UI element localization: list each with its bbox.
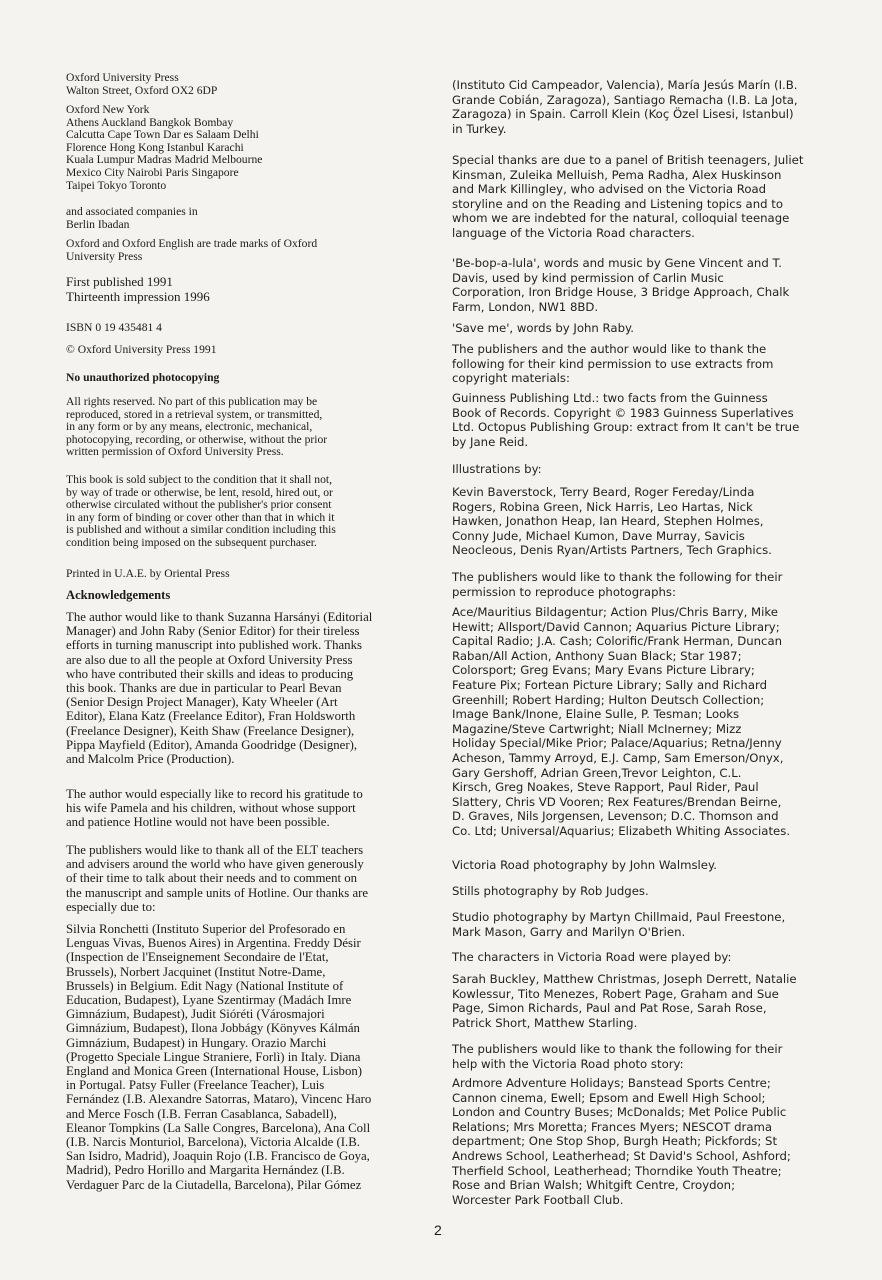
right-paragraph-8: Kevin Baverstock, Terry Beard, Roger Fereday/Linda Rogers, Robina Green, Nick Harris, Leo Hartas, Nick Hawken, Jonathon Heap, Ian Heard, Stephen Holmes, Conny Jude, Michael Kumon, Dave Murray, Savicis Neocleous, Denis Ryan/Artists Partners, Tech Graphics.: [452, 485, 772, 558]
no-photocopying: No unauthorized photocopying: [66, 371, 220, 384]
isbn: ISBN 0 19 435481 4: [66, 321, 162, 334]
ack-paragraph-3: The publishers would like to thank all of the ELT teachers and advisers around the world who have given generously of their time to talk about their needs and to comment on the manuscript and sample units of Hotline. Our thanks are especially due to:: [66, 843, 369, 914]
sale-condition: This book is sold subject to the condition that it shall not, by way of trade or otherwise, be lent, resold, hired out, or otherwise circulated without the publisher's prior consent in any form of binding or cover other than that in which it is published and without a similar condition including this condition being imposed on the subsequent purchaser.: [66, 473, 336, 549]
right-paragraph-3: 'Be-bop-a-lula', words and music by Gene Vincent and T. Davis, used by kind permission of Carlin Music Corporation, Iron Bridge House, 3 Bridge Approach, Chalk Farm, London, NW1 8BD.: [452, 256, 790, 314]
right-paragraph-9: The publishers would like to thank the following for their permission to reproduce photographs:: [452, 570, 783, 599]
copyright-notice: © Oxford University Press 1991: [66, 343, 217, 356]
right-paragraph-4: 'Save me', words by John Raby.: [452, 321, 634, 335]
right-paragraph-14: The characters in Victoria Road were played by:: [452, 950, 732, 964]
ack-paragraph-2: The author would especially like to record his gratitude to his wife Pamela and his children, without whose support and patience Hotline would not have been possible.: [66, 787, 363, 830]
right-paragraph-11: Victoria Road photography by John Walmsley.: [452, 858, 717, 872]
right-paragraph-5: The publishers and the author would like to thank the following for their kind permission to use extracts from copyright materials:: [452, 342, 774, 386]
rights-reserved: All rights reserved. No part of this publication may be reproduced, stored in a retrieval system, or transmitted, in any form or by any means, electronic, mechanical, photocopying, recording, or otherwise, without the prior written permission of Oxford University Press.: [66, 395, 328, 459]
right-paragraph-15: Sarah Buckley, Matthew Christmas, Joseph Derrett, Natalie Kowlessur, Tito Menezes, Robert Page, Graham and Sue Page, Simon Richards, Paul and Pat Rose, Sarah Rose, Patrick Short, Matthew Starling.: [452, 972, 797, 1030]
associated-companies: and associated companies in Berlin Ibadan: [66, 205, 198, 231]
right-paragraph-6: Guinness Publishing Ltd.: two facts from the Guinness Book of Records. Copyright © 1983 Guinness Superlatives Ltd. Octopus Publishing Group: extract from It can't be true by Jane Reid.: [452, 391, 800, 449]
right-paragraph-7: Illustrations by:: [452, 462, 542, 476]
ack-paragraph-1: The author would like to thank Suzanna Harsányi (Editorial Manager) and John Raby (Senior Editor) for their tireless efforts in turning manuscript into published work. Thanks are also due to all the people at Oxford University Press who have contributed their skills and ideas to producing this book. Thanks are due in particular to Pearl Bevan (Senior Design Project Manager), Katy Wheeler (Art Editor), Elana Katz (Freelance Editor), Fran Holdsworth (Freelance Designer), Keith Shaw (Freelance Designer), Pippa Mayfield (Editor), Amanda Goodridge (Designer), and Malcolm Price (Production).: [66, 610, 373, 767]
right-paragraph-17: Ardmore Adventure Holidays; Banstead Sports Centre; Cannon cinema, Ewell; Epsom and Ewell High School; London and Country Buses; McDonalds; Met Police Public Relations; Mrs Moretta; Frances Myers; NESCOT drama department; One Stop Shop, Burgh Heath; Pickfords; St Andrews School, Leatherhead; St David's School, Ashford; Therfield School, Leatherhead; Thorndike Youth Theatre; Rose and Brian Walsh; Whitgift Centre, Croydon; Worcester Park Football Club.: [452, 1076, 791, 1207]
right-paragraph-2: Special thanks are due to a panel of British teenagers, Juliet Kinsman, Zuleika Melluish, Pema Radha, Alex Huskinson and Mark Killingley, who advised on the Victoria Road storyline and on the Reading and Listening topics and to whom we are indebted for the natural, colloquial teenage language of the Victoria Road characters.: [452, 153, 804, 240]
right-paragraph-12: Stills photography by Rob Judges.: [452, 884, 649, 898]
right-paragraph-16: The publishers would like to thank the following for their help with the Victoria Road photo story:: [452, 1042, 783, 1071]
left-column: [66, 0, 426, 1280]
printed-by: Printed in U.A.E. by Oriental Press: [66, 567, 230, 580]
right-paragraph-13: Studio photography by Martyn Chillmaid, Paul Freestone, Mark Mason, Garry and Marilyn O'Brien.: [452, 910, 786, 939]
edition-info: First published 1991 Thirteenth impression 1996: [66, 274, 210, 304]
trademark-notice: Oxford and Oxford English are trade marks of Oxford University Press: [66, 237, 318, 263]
ack-paragraph-4: Silvia Ronchetti (Instituto Superior del Profesorado en Lenguas Vivas, Buenos Aires) in Argentina. Freddy Désir (Inspection de l'Enseignement Secondaire de l'Etat, Brussels), Norbert Jacquinet (Institut Notre-Dame, Brussels) in Belgium. Edit Nagy (National Institute of Education, Budapest), Lyane Szentirmay (Madách Imre Gimnázium, Budapest), Judit Sióréti (Városmajori Gimnázium, Budapest), Ilona Jobbágy (Könyves Kálmán Gimnázium, Budapest) in Hungary. Orazio Marchi (Progetto Speciale Lingue Straniere, Forlì) in Italy. Diana England and Monica Green (International House, Lisbon) in Portugal. Patsy Fuller (Freelance Teacher), Luis Fernández (I.B. Alexandre Satorras, Mataro), Vincenc Haro and Merce Fosch (I.B. Ferran Casablanca, Sabadell), Eleanor Tompkins (La Salle Congres, Barcelona), Ana Coll (I.B. Narcis Monturiol, Barcelona), Victoria Alcalde (I.B. San Isidro, Madrid), Joaquin Rojo (I.B. Francisco de Goya, Madrid), Pedro Horillo and Margarita Hernández (I.B. Verdaguer Parc de la Ciutadella, Barcelona), Pilar Gómez: [66, 922, 372, 1192]
right-paragraph-1: (Instituto Cid Campeador, Valencia), María Jesús Marín (I.B. Grande Cobián, Zaragoza), Santiago Remacha (I.B. La Jota, Zaragoza) in Spain. Carroll Klein (Koç Özel Lisesi, Istanbul) in Turkey.: [452, 78, 798, 136]
page-number: 2: [434, 1222, 442, 1238]
right-paragraph-10: Ace/Mauritius Bildagentur; Action Plus/Chris Barry, Mike Hewitt; Allsport/David Cannon; Aquarius Picture Library; Capital Radio; J.A. Cash; Colorific/Frank Herman, Duncan Raban/All Action, Anthony Suan Black; Star 1987; Colorsport; Greg Evans; Mary Evans Picture Library; Feature Pix; Fortean Picture Library; Sally and Richard Greenhill; Robert Harding; Hulton Deutsch Collection; Image Bank/Inone, Elaine Sulle, P. Tesman; Looks Magazine/Steve Cartwright; Niall McInerney; Mizz Holiday Special/Mike Prior; Palace/Aquarius; Retna/Jenny Acheson, Tammy Arroyd, E.J. Camp, Sam Emerson/Onyx, Gary Gershoff, Adrian Green,Trevor Leighton, C.L. Kirsch, Greg Noakes, Steve Rapport, Paul Rider, Paul Slattery, Chris VD Vooren; Rex Features/Brendan Beirne, D. Graves, Nils Jorgensen, Levenson; D.C. Thomson and Co. Ltd; Universal/Aquarius; Elizabeth Whiting Associates.: [452, 605, 791, 838]
acknowledgements-heading: Acknowledgements: [66, 588, 171, 602]
right-column: [452, 0, 837, 1280]
publisher-cities: Oxford New York Athens Auckland Bangkok Bombay Calcutta Cape Town Dar es Salaam Delhi Florence Hong Kong Istanbul Karachi Kuala Lumpur Madras Madrid Melbourne Mexico City Nairobi Paris Singapore Taipei Tokyo Toronto: [66, 103, 263, 192]
publisher-address: Oxford University Press Walton Street, Oxford OX2 6DP: [66, 71, 218, 97]
